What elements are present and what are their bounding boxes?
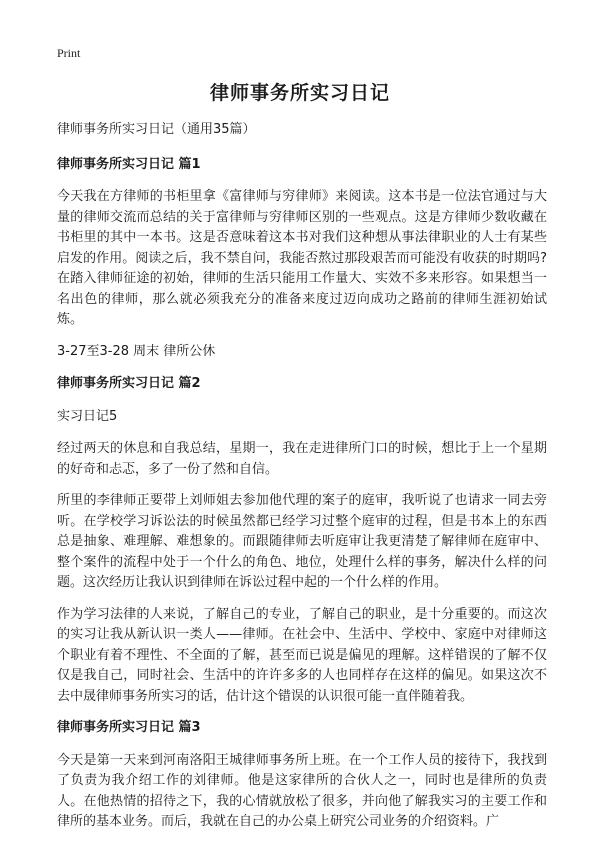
paragraph: 所里的李律师正要带上刘师姐去参加他代理的案子的庭审，我听说了也请求一同去旁听。在学校学习诉讼法的时候虽然都已经学习过整个庭审的过程，但是书本上的东西总是抽象、难理解、难想象的。而跟随律师去听庭审让我更清楚了解律师在庭审中、整个案件的流程中处于一个什么的角色、地位，处理什么样的事务，解决什么样的问题。这次经历让我认识到律师在诉讼过程中起的一个什么样的作用。 [57, 493, 547, 590]
page-title: 律师事务所实习日记 [209, 82, 390, 104]
paragraph: 今天我在方律师的书柜里拿《富律师与穷律师》来阅读。这本书是一位法官通过与大量的律师交流而总结的关于富律师与穷律师区别的一些观点。这是方律师少数收藏在书柜里的其中一本书。这是否意味着这本书对我们这种想从事法律职业的人士有某些启发的作用。阅读之后，我不禁自问，我能否熬过那段艰苦而可能没有收获的时期吗?在踏入律师征途的初始，律师的生活只能用工作量大、实效不多来形容。如果想当一名出色的律师，那么就必须我充分的准备来度过迈向成功之路前的律师生涯初始试炼。 [57, 189, 547, 327]
date-note: 3-27至3-28 周末 律所公休 [57, 343, 216, 359]
section-2 [57, 374, 547, 707]
paragraph: 今天是第一天来到河南洛阳王城律师事务所上班。在一个工作人员的接待下，我找到了负责为我介绍工作的刘律师。他是这家律所的合伙人之一，同时也是律所的负责人。在他热情的招待之下，我的心情就放松了很多，并向他了解我实习的主要工作和律所的基本业务。而后，我就在自己的办公桌上研究公司业务的介绍资料。广 [57, 752, 547, 829]
document-body [57, 120, 547, 844]
section-heading: 律师事务所实习日记 篇3 [57, 720, 201, 735]
section-heading: 律师事务所实习日记 篇2 [57, 376, 201, 391]
section-3 [57, 718, 547, 833]
paragraph: 作为学习法律的人来说，了解自己的专业，了解自己的职业，是十分重要的。而这次的实习让我从新认识一类人——律师。在社会中、生活中、学校中、家庭中对律师这个职业有着不理性、不全面的了解，甚至而已说是偏见的理解。这样错误的了解不仅仅是我自己，同时社会、生活中的许许多多的人也同样存在这样的偏见。如果这次不去中晟律师事务所实习的话，估计这个错误的认识很可能一直伴随着我。 [57, 606, 547, 704]
document-subtitle: 律师事务所实习日记（通用35篇） [57, 122, 256, 137]
section-heading: 律师事务所实习日记 篇1 [57, 156, 201, 172]
paragraph: 经过两天的休息和自我总结，星期一，我在走进律所门口的时候，想比于上一个星期的好奇和忐忑，多了一份了然和自信。 [57, 441, 547, 477]
print-label: Print [57, 46, 81, 60]
entry-label: 实习日记5 [57, 408, 118, 424]
section-1 [57, 155, 547, 363]
